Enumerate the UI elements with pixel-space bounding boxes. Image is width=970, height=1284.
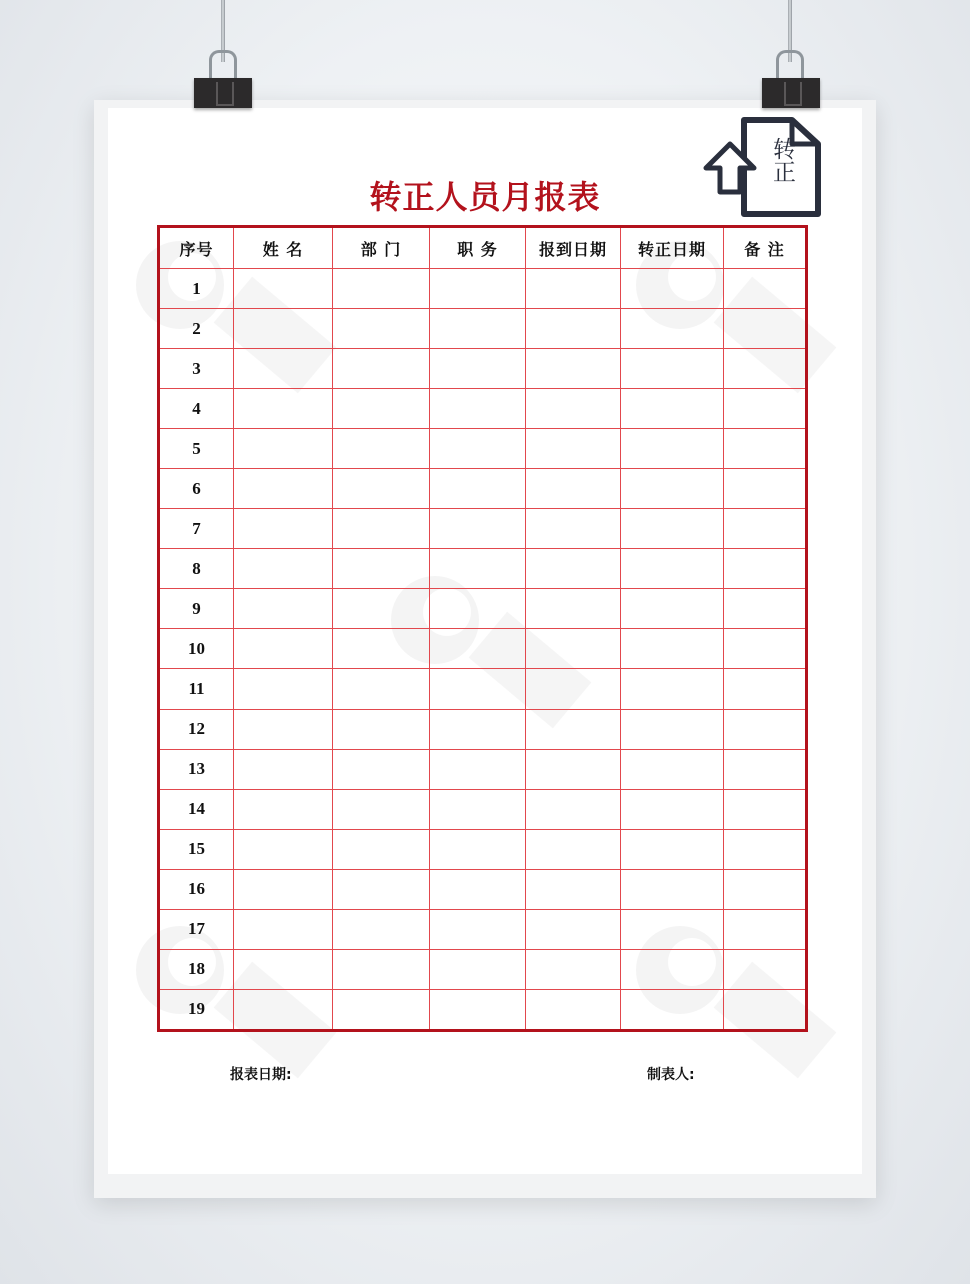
blank-entry-cell[interactable]	[621, 389, 724, 429]
blank-entry-cell[interactable]	[234, 709, 333, 749]
blank-entry-cell[interactable]	[333, 949, 430, 989]
blank-entry-cell[interactable]	[234, 549, 333, 589]
blank-entry-cell[interactable]	[724, 909, 807, 949]
row-index-cell: 12	[159, 709, 234, 749]
blank-entry-cell[interactable]	[234, 509, 333, 549]
blank-entry-cell[interactable]	[430, 829, 526, 869]
blank-entry-cell[interactable]	[333, 989, 430, 1030]
blank-entry-cell[interactable]	[430, 549, 526, 589]
binder-clip-icon	[194, 78, 252, 108]
blank-entry-cell[interactable]	[724, 629, 807, 669]
table-row	[159, 589, 807, 629]
table-row	[159, 909, 807, 949]
blank-entry-cell[interactable]	[724, 989, 807, 1030]
blank-entry-cell[interactable]	[526, 269, 621, 309]
blank-entry-cell[interactable]	[724, 549, 807, 589]
blank-entry-cell[interactable]	[333, 829, 430, 869]
blank-entry-cell[interactable]	[526, 949, 621, 989]
blank-entry-cell[interactable]	[724, 789, 807, 829]
blank-entry-cell[interactable]	[724, 669, 807, 709]
blank-entry-cell[interactable]	[526, 749, 621, 789]
row-index-cell: 13	[159, 749, 234, 789]
blank-entry-cell[interactable]	[621, 589, 724, 629]
blank-entry-cell[interactable]	[333, 589, 430, 629]
blank-entry-cell[interactable]	[333, 469, 430, 509]
blank-entry-cell[interactable]	[621, 669, 724, 709]
row-index-cell: 6	[159, 469, 234, 509]
document-icon	[700, 116, 824, 220]
blank-entry-cell[interactable]	[234, 469, 333, 509]
blank-entry-cell[interactable]	[333, 309, 430, 349]
blank-entry-cell[interactable]	[621, 429, 724, 469]
blank-entry-cell[interactable]	[526, 709, 621, 749]
col-header-index: 序号	[159, 227, 234, 269]
blank-entry-cell[interactable]	[333, 269, 430, 309]
blank-entry-cell[interactable]	[333, 709, 430, 749]
blank-entry-cell[interactable]	[234, 269, 333, 309]
blank-entry-cell[interactable]	[430, 749, 526, 789]
blank-entry-cell[interactable]	[430, 469, 526, 509]
report-title: 转正人员月报表	[369, 178, 601, 216]
blank-entry-cell[interactable]	[333, 749, 430, 789]
table-row	[159, 749, 807, 789]
col-header-department: 部 门	[333, 227, 430, 269]
blank-entry-cell[interactable]	[621, 989, 724, 1030]
blank-entry-cell[interactable]	[234, 789, 333, 829]
blank-entry-cell[interactable]	[526, 909, 621, 949]
blank-entry-cell[interactable]	[724, 509, 807, 549]
blank-entry-cell[interactable]	[333, 629, 430, 669]
blank-entry-cell[interactable]	[430, 869, 526, 909]
blank-entry-cell[interactable]	[430, 509, 526, 549]
row-index-cell: 9	[159, 589, 234, 629]
badge-label: 转正	[769, 137, 795, 183]
table-row	[159, 469, 807, 509]
blank-entry-cell[interactable]	[430, 789, 526, 829]
col-header-report-date: 报到日期	[526, 227, 621, 269]
blank-entry-cell[interactable]	[621, 789, 724, 829]
blank-entry-cell[interactable]	[526, 349, 621, 389]
blank-entry-cell[interactable]	[526, 869, 621, 909]
blank-entry-cell[interactable]	[430, 389, 526, 429]
row-index-cell: 2	[159, 309, 234, 349]
table-row	[159, 989, 807, 1030]
row-index-cell: 19	[159, 989, 234, 1030]
blank-entry-cell[interactable]	[526, 509, 621, 549]
blank-entry-cell[interactable]	[621, 909, 724, 949]
report-maker-label: 制表人:	[647, 1067, 695, 1083]
col-header-confirm-date: 转正日期	[621, 227, 724, 269]
blank-entry-cell[interactable]	[621, 709, 724, 749]
blank-entry-cell[interactable]	[724, 749, 807, 789]
blank-entry-cell[interactable]	[430, 709, 526, 749]
blank-entry-cell[interactable]	[526, 429, 621, 469]
blank-entry-cell[interactable]	[333, 549, 430, 589]
row-index-cell: 15	[159, 829, 234, 869]
blank-entry-cell[interactable]	[234, 389, 333, 429]
blank-entry-cell[interactable]	[234, 589, 333, 629]
blank-entry-cell[interactable]	[234, 349, 333, 389]
col-header-position: 职 务	[430, 227, 526, 269]
blank-entry-cell[interactable]	[234, 869, 333, 909]
blank-entry-cell[interactable]	[724, 269, 807, 309]
blank-entry-cell[interactable]	[430, 669, 526, 709]
blank-entry-cell[interactable]	[724, 349, 807, 389]
blank-entry-cell[interactable]	[333, 429, 430, 469]
row-index-cell: 4	[159, 389, 234, 429]
blank-entry-cell[interactable]	[526, 669, 621, 709]
blank-entry-cell[interactable]	[621, 949, 724, 989]
blank-entry-cell[interactable]	[430, 309, 526, 349]
blank-entry-cell[interactable]	[724, 389, 807, 429]
table-row	[159, 669, 807, 709]
blank-entry-cell[interactable]	[526, 389, 621, 429]
blank-entry-cell[interactable]	[621, 309, 724, 349]
row-index-cell: 17	[159, 909, 234, 949]
blank-entry-cell[interactable]	[526, 589, 621, 629]
blank-entry-cell[interactable]	[333, 389, 430, 429]
blank-entry-cell[interactable]	[234, 309, 333, 349]
table-row	[159, 829, 807, 869]
binder-clip-icon	[762, 78, 820, 108]
row-index-cell: 11	[159, 669, 234, 709]
blank-entry-cell[interactable]	[234, 629, 333, 669]
col-header-name: 姓 名	[234, 227, 333, 269]
blank-entry-cell[interactable]	[724, 589, 807, 629]
blank-entry-cell[interactable]	[621, 509, 724, 549]
blank-entry-cell[interactable]	[724, 429, 807, 469]
blank-entry-cell[interactable]	[526, 469, 621, 509]
col-header-remarks: 备 注	[724, 227, 807, 269]
blank-entry-cell[interactable]	[333, 349, 430, 389]
blank-entry-cell[interactable]	[234, 829, 333, 869]
table-row	[159, 349, 807, 389]
blank-entry-cell[interactable]	[724, 309, 807, 349]
table-row	[159, 389, 807, 429]
blank-entry-cell[interactable]	[333, 869, 430, 909]
table-row	[159, 549, 807, 589]
blank-entry-cell[interactable]	[621, 469, 724, 509]
blank-entry-cell[interactable]	[526, 549, 621, 589]
table-row	[159, 309, 807, 349]
blank-entry-cell[interactable]	[234, 989, 333, 1030]
blank-entry-cell[interactable]	[333, 789, 430, 829]
blank-entry-cell[interactable]	[333, 509, 430, 549]
blank-entry-cell[interactable]	[724, 829, 807, 869]
blank-entry-cell[interactable]	[234, 949, 333, 989]
blank-entry-cell[interactable]	[526, 989, 621, 1030]
blank-entry-cell[interactable]	[234, 669, 333, 709]
table-header-row	[159, 227, 807, 269]
blank-entry-cell[interactable]	[430, 429, 526, 469]
row-index-cell: 10	[159, 629, 234, 669]
blank-entry-cell[interactable]	[526, 789, 621, 829]
blank-entry-cell[interactable]	[234, 749, 333, 789]
blank-entry-cell[interactable]	[234, 909, 333, 949]
table-row	[159, 789, 807, 829]
blank-entry-cell[interactable]	[430, 909, 526, 949]
blank-entry-cell[interactable]	[621, 749, 724, 789]
blank-entry-cell[interactable]	[724, 949, 807, 989]
table-row	[159, 429, 807, 469]
blank-entry-cell[interactable]	[430, 349, 526, 389]
blank-entry-cell[interactable]	[333, 669, 430, 709]
blank-entry-cell[interactable]	[430, 269, 526, 309]
blank-entry-cell[interactable]	[333, 909, 430, 949]
blank-entry-cell[interactable]	[526, 629, 621, 669]
blank-entry-cell[interactable]	[430, 949, 526, 989]
report-date-label: 报表日期:	[230, 1067, 292, 1083]
row-index-cell: 7	[159, 509, 234, 549]
blank-entry-cell[interactable]	[621, 549, 724, 589]
row-index-cell: 16	[159, 869, 234, 909]
row-index-cell: 18	[159, 949, 234, 989]
table-row	[159, 509, 807, 549]
blank-entry-cell[interactable]	[724, 469, 807, 509]
blank-entry-cell[interactable]	[724, 869, 807, 909]
row-index-cell: 1	[159, 269, 234, 309]
row-index-cell: 14	[159, 789, 234, 829]
row-index-cell: 5	[159, 429, 234, 469]
blank-entry-cell[interactable]	[621, 829, 724, 869]
blank-entry-cell[interactable]	[621, 269, 724, 309]
report-table	[157, 225, 808, 1032]
blank-entry-cell[interactable]	[234, 429, 333, 469]
blank-entry-cell[interactable]	[430, 589, 526, 629]
blank-entry-cell[interactable]	[724, 709, 807, 749]
row-index-cell: 3	[159, 349, 234, 389]
row-index-cell: 8	[159, 549, 234, 589]
table-row	[159, 869, 807, 909]
table-row	[159, 709, 807, 749]
blank-entry-cell[interactable]	[621, 629, 724, 669]
blank-entry-cell[interactable]	[430, 989, 526, 1030]
blank-entry-cell[interactable]	[621, 869, 724, 909]
blank-entry-cell[interactable]	[430, 629, 526, 669]
blank-entry-cell[interactable]	[526, 829, 621, 869]
table-row	[159, 949, 807, 989]
table-row	[159, 629, 807, 669]
table-row	[159, 269, 807, 309]
blank-entry-cell[interactable]	[621, 349, 724, 389]
blank-entry-cell[interactable]	[526, 309, 621, 349]
